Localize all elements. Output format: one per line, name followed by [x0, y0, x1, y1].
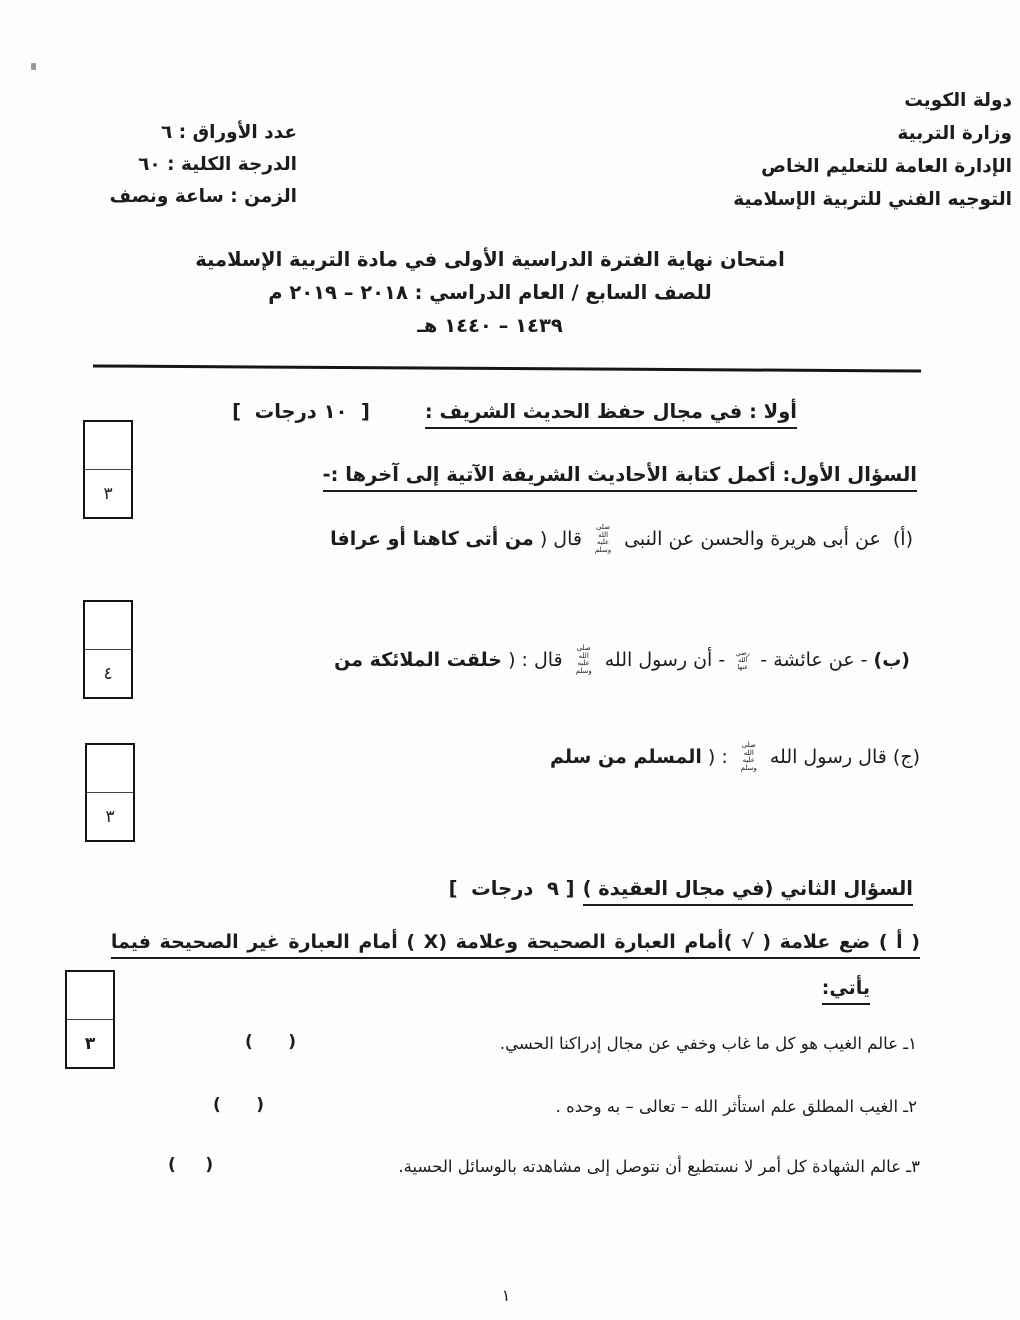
hadith-b-narration: - عن عائشة - — [760, 648, 868, 671]
score-box-3-earned-cell — [87, 745, 133, 793]
hadith-a-label: (أ) — [892, 527, 913, 550]
header-separator-line — [93, 364, 921, 372]
hadith-a-quote: من أتى كاهنا أو عرافا — [330, 527, 534, 550]
meta-total-grade: الدرجة الكلية : ٦٠ — [138, 154, 297, 175]
scan-speck — [31, 63, 36, 70]
statement-3: ٣ـ عالم الشهادة كل أمر لا نستطيع أن نتوصل إلى مشاهدته بالوسائل الحسية. — [398, 1157, 920, 1176]
header-country: دولة الكويت — [904, 90, 1012, 111]
header-guidance: التوجيه الفني للتربية الإسلامية — [733, 189, 1012, 210]
score-box-1-max: ٣ — [103, 483, 113, 504]
exam-title-line1: امتحان نهاية الفترة الدراسية الأولى في مادة التربية الإسلامية — [195, 248, 785, 271]
hadith-a-line — [330, 524, 913, 555]
statement-2-answer-bracket: ( ) — [213, 1095, 265, 1115]
section1-marks: [ ١٠ درجات ] — [232, 400, 370, 423]
true-false-instruction-line2-text: يأتي: — [822, 977, 870, 1005]
header-administration: الإدارة العامة للتعليم الخاص — [761, 156, 1012, 177]
pbuh-honorific-icon: صلى الله عليه وسلم — [575, 644, 592, 676]
statement-1-answer-bracket: ( ) — [245, 1032, 297, 1052]
score-box-2-earned-cell — [85, 602, 131, 650]
section2-heading — [449, 877, 913, 900]
score-box-3-max: ٣ — [105, 806, 115, 827]
hadith-b-label: (ب) — [873, 648, 910, 671]
hadith-c-quote: المسلم من سلم — [550, 745, 702, 768]
hadith-b-said: قال : ( — [508, 648, 563, 671]
score-box-1 — [83, 420, 133, 519]
question1-prompt — [323, 463, 917, 486]
pbuh-honorific-icon: صلى الله عليه وسلم — [740, 741, 757, 773]
exam-title-line2: للصف السابع / العام الدراسي : ٢٠١٨ – ٢٠١٩ م — [268, 281, 712, 304]
hadith-b-mid: - أن رسول الله — [604, 648, 726, 671]
meta-pages-count: عدد الأوراق : ٦ — [161, 122, 297, 143]
true-false-instruction-line1-text: ( أ ) ضع علامة ( √ )أمام العبارة الصحيحة وعلامة (X ) أمام العبارة غير الصحيحة فيما — [111, 931, 920, 959]
score-box-2-max: ٤ — [103, 663, 113, 684]
meta-duration: الزمن : ساعة ونصف — [109, 186, 297, 207]
section1-heading — [232, 400, 797, 423]
header-ministry: وزارة التربية — [897, 123, 1012, 144]
statement-3-answer-bracket: ( ) — [168, 1155, 214, 1175]
section2-heading-text: السؤال الثاني (في مجال العقيدة ) — [583, 877, 913, 906]
hadith-c-line — [550, 742, 920, 773]
score-box-4 — [65, 970, 115, 1069]
hadith-c-narration: قال رسول الله — [769, 745, 887, 768]
ministry-header — [733, 84, 1012, 216]
true-false-instruction-line2 — [822, 977, 870, 999]
page-number: ١ — [501, 1286, 511, 1305]
hadith-c-said: : ( — [707, 745, 728, 768]
true-false-instruction-line1 — [111, 931, 920, 953]
score-box-1-earned-cell — [85, 422, 131, 470]
hadith-a-narration: عن أبى هريرة والحسن عن النبى — [624, 527, 881, 550]
score-box-4-max: ٣ — [84, 1033, 96, 1054]
hadith-c-label: (ج) — [892, 745, 920, 768]
hadith-b-line — [334, 645, 910, 676]
exam-title — [20, 243, 960, 342]
score-box-2 — [83, 600, 133, 699]
pbuh-honorific-icon: صلى الله عليه وسلم — [594, 523, 612, 555]
statement-1: ١ـ عالم الغيب هو كل ما غاب وخفي عن مجال إدراكنا الحسي. — [499, 1034, 917, 1053]
hadith-a-said: قال ( — [539, 527, 582, 550]
score-box-4-earned-cell — [67, 972, 113, 1020]
statement-2: ٢ـ الغيب المطلق علم استأثر الله – تعالى – به وحده . — [555, 1097, 917, 1116]
section1-heading-text: أولا : في مجال حفظ الحديث الشريف : — [425, 400, 797, 429]
question1-prompt-text: السؤال الأول: أكمل كتابة الأحاديث الشريفة الآتية إلى آخرها :- — [323, 463, 917, 492]
exam-meta — [62, 117, 297, 213]
radi-allahu-anha-honorific-icon: رضي الله عنها — [735, 648, 750, 671]
section2-marks: [ ٩ درجات ] — [448, 877, 575, 900]
score-box-3 — [85, 743, 135, 842]
exam-title-line3: ١٤٣٩ – ١٤٤٠ هـ — [417, 314, 563, 337]
hadith-b-quote: خلقت الملائكة من — [334, 648, 503, 671]
